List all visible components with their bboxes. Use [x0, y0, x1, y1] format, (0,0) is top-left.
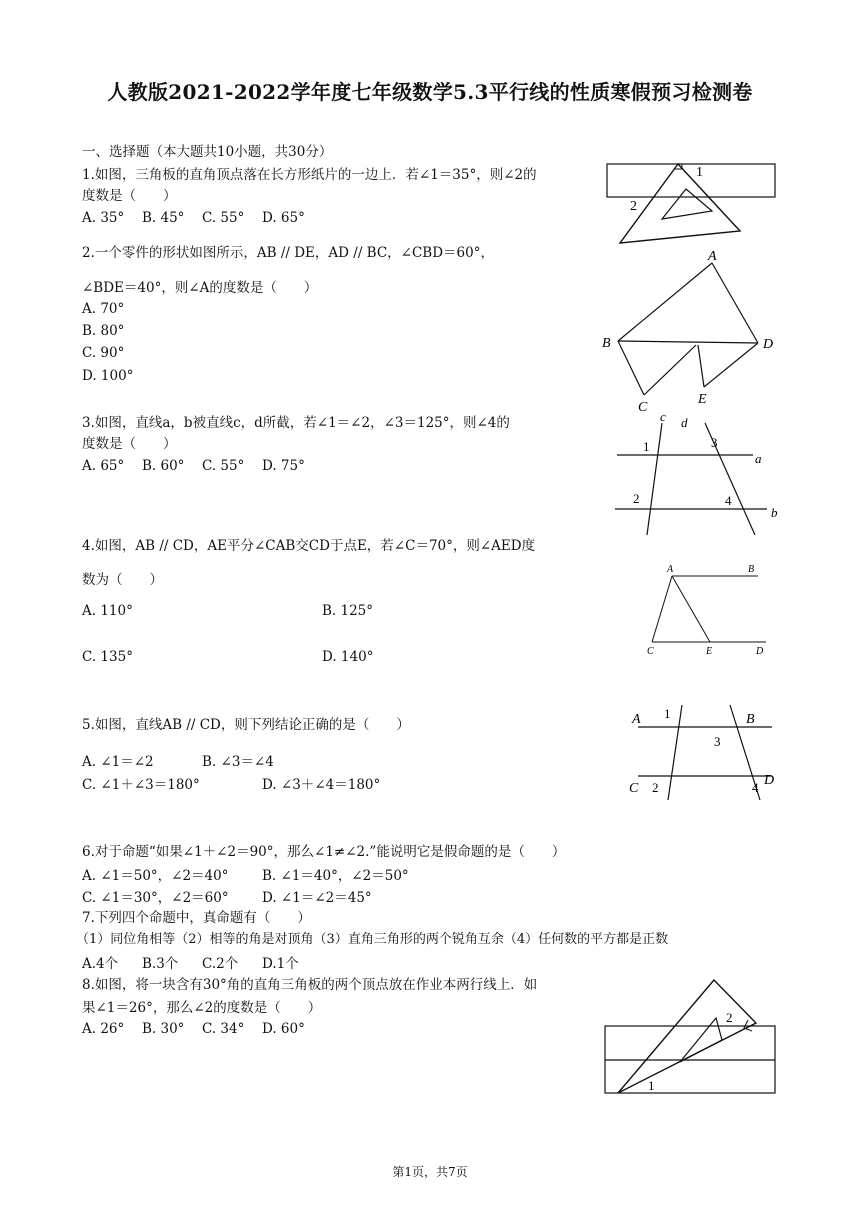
q3-stem-2: 度数是（ ） — [82, 436, 177, 452]
q2-option-a: A. 70° — [82, 301, 125, 317]
q4-option-c: C. 135° — [82, 649, 133, 665]
svg-text:E: E — [698, 392, 707, 407]
q2-option-c: C. 90° — [82, 345, 125, 361]
svg-text:C: C — [647, 646, 654, 657]
q5-figure — [622, 700, 787, 805]
q1-option-a: A. 35° — [82, 210, 125, 226]
page-footer: 第1页，共7页 — [392, 1165, 468, 1179]
q4-option-b: B. 125° — [322, 603, 374, 619]
q1-option-d: D. 65° — [262, 210, 305, 226]
svg-text:C: C — [638, 400, 648, 415]
q4-stem-2: 数为（ ） — [82, 572, 163, 588]
q1-label-1: 1 — [696, 165, 703, 180]
svg-text:B: B — [602, 336, 611, 351]
q8-option-a: A. 26° — [82, 1021, 125, 1037]
q5-option-c: C. ∠1＋∠3＝180° — [82, 777, 200, 793]
q2-stem: 2.一个零件的形状如图所示，AB // DE，AD // BC，∠CBD＝60°， — [82, 245, 494, 261]
q7-option-d: D.1个 — [262, 956, 299, 972]
q4-figure — [640, 560, 775, 660]
q1-stem-2: 度数是（ ） — [82, 188, 177, 204]
svg-text:c: c — [660, 409, 666, 424]
svg-text:A: A — [708, 249, 717, 264]
q6-option-d: D. ∠1＝∠2＝45° — [262, 890, 372, 906]
q6-option-c: C. ∠1＝30°，∠2＝60° — [82, 890, 229, 906]
svg-text:B: B — [748, 564, 755, 575]
svg-text:4: 4 — [725, 493, 732, 508]
svg-text:1: 1 — [643, 439, 650, 454]
svg-text:1: 1 — [664, 706, 671, 721]
svg-text:d: d — [681, 415, 688, 430]
svg-text:2: 2 — [633, 491, 640, 506]
q2-option-d: D. 100° — [82, 368, 134, 384]
svg-text:2: 2 — [652, 780, 659, 795]
svg-text:D: D — [764, 773, 775, 788]
q4-option-a: A. 110° — [82, 603, 133, 619]
q2-figure — [598, 245, 788, 415]
q3-option-b: B. 60° — [142, 458, 185, 474]
q8-option-c: C. 34° — [202, 1021, 245, 1037]
q1-figure — [600, 155, 785, 250]
q5-option-a: A. ∠1＝∠2 — [82, 754, 154, 770]
svg-text:D: D — [756, 646, 764, 657]
svg-text:E: E — [706, 646, 713, 657]
q3-stem: 3.如图，直线a，b被直线c，d所截，若∠1＝∠2，∠3＝125°，则∠4的 — [82, 415, 510, 431]
q5-option-d: D. ∠3＋∠4＝180° — [262, 777, 381, 793]
q3-option-c: C. 55° — [202, 458, 245, 474]
q4-option-d: D. 140° — [322, 649, 374, 665]
q1-label-2: 2 — [630, 199, 637, 214]
q7-option-a: A.4个 — [82, 956, 119, 972]
svg-text:2: 2 — [726, 1010, 733, 1025]
svg-text:a: a — [755, 451, 762, 466]
svg-text:4: 4 — [752, 780, 759, 795]
q8-option-d: D. 60° — [262, 1021, 305, 1037]
svg-text:3: 3 — [714, 734, 721, 749]
q3-figure — [605, 405, 790, 540]
q8-stem: 8.如图，将一块含有30°角的直角三角板的两个顶点放在作业本两行线上．如 — [82, 977, 538, 993]
q7-option-c: C.2个 — [202, 956, 239, 972]
q5-stem: 5.如图，直线AB // CD，则下列结论正确的是（ ） — [82, 717, 410, 733]
q1-stem: 1.如图，三角板的直角顶点落在长方形纸片的一边上．若∠1＝35°，则∠2的 — [82, 167, 537, 183]
svg-text:C: C — [629, 781, 639, 796]
q2-stem-2: ∠BDE＝40°，则∠A的度数是（ ） — [82, 280, 318, 296]
q3-option-d: D. 75° — [262, 458, 305, 474]
page-title: 人教版2021-2022学年度七年级数学5.3平行线的性质寒假预习检测卷 — [107, 80, 753, 104]
q7-option-b: B.3个 — [142, 956, 179, 972]
svg-text:1: 1 — [648, 1078, 655, 1093]
svg-text:A: A — [667, 564, 674, 575]
q3-option-a: A. 65° — [82, 458, 125, 474]
q2-option-b: B. 80° — [82, 323, 125, 339]
svg-text:3: 3 — [711, 435, 718, 450]
q7-statements: （1）同位角相等（2）相等的角是对顶角（3）直角三角形的两个锐角互余（4）任何数的平方都是正数 — [76, 932, 669, 947]
q8-option-b: B. 30° — [142, 1021, 185, 1037]
q5-option-b: B. ∠3＝∠4 — [202, 754, 274, 770]
q8-figure — [598, 968, 788, 1098]
svg-text:D: D — [763, 337, 774, 352]
section-heading: 一、选择题（本大题共10小题，共30分） — [82, 144, 333, 160]
q1-option-b: B. 45° — [142, 210, 185, 226]
svg-text:b: b — [771, 505, 778, 520]
q7-stem: 7.下列四个命题中，真命题有（ ） — [82, 910, 311, 926]
svg-text:A: A — [632, 712, 641, 727]
q1-option-c: C. 55° — [202, 210, 245, 226]
q4-stem: 4.如图，AB // CD，AE平分∠CAB交CD于点E，若∠C＝70°，则∠AED度 — [82, 538, 536, 554]
q6-option-b: B. ∠1＝40°，∠2＝50° — [262, 868, 409, 884]
q6-stem: 6.对于命题“如果∠1＋∠2＝90°，那么∠1≠∠2.”能说明它是假命题的是（ ） — [82, 844, 566, 860]
q8-stem-2: 果∠1＝26°，那么∠2的度数是（ ） — [82, 1000, 322, 1016]
svg-text:B: B — [746, 712, 755, 727]
q6-option-a: A. ∠1＝50°，∠2＝40° — [82, 868, 229, 884]
